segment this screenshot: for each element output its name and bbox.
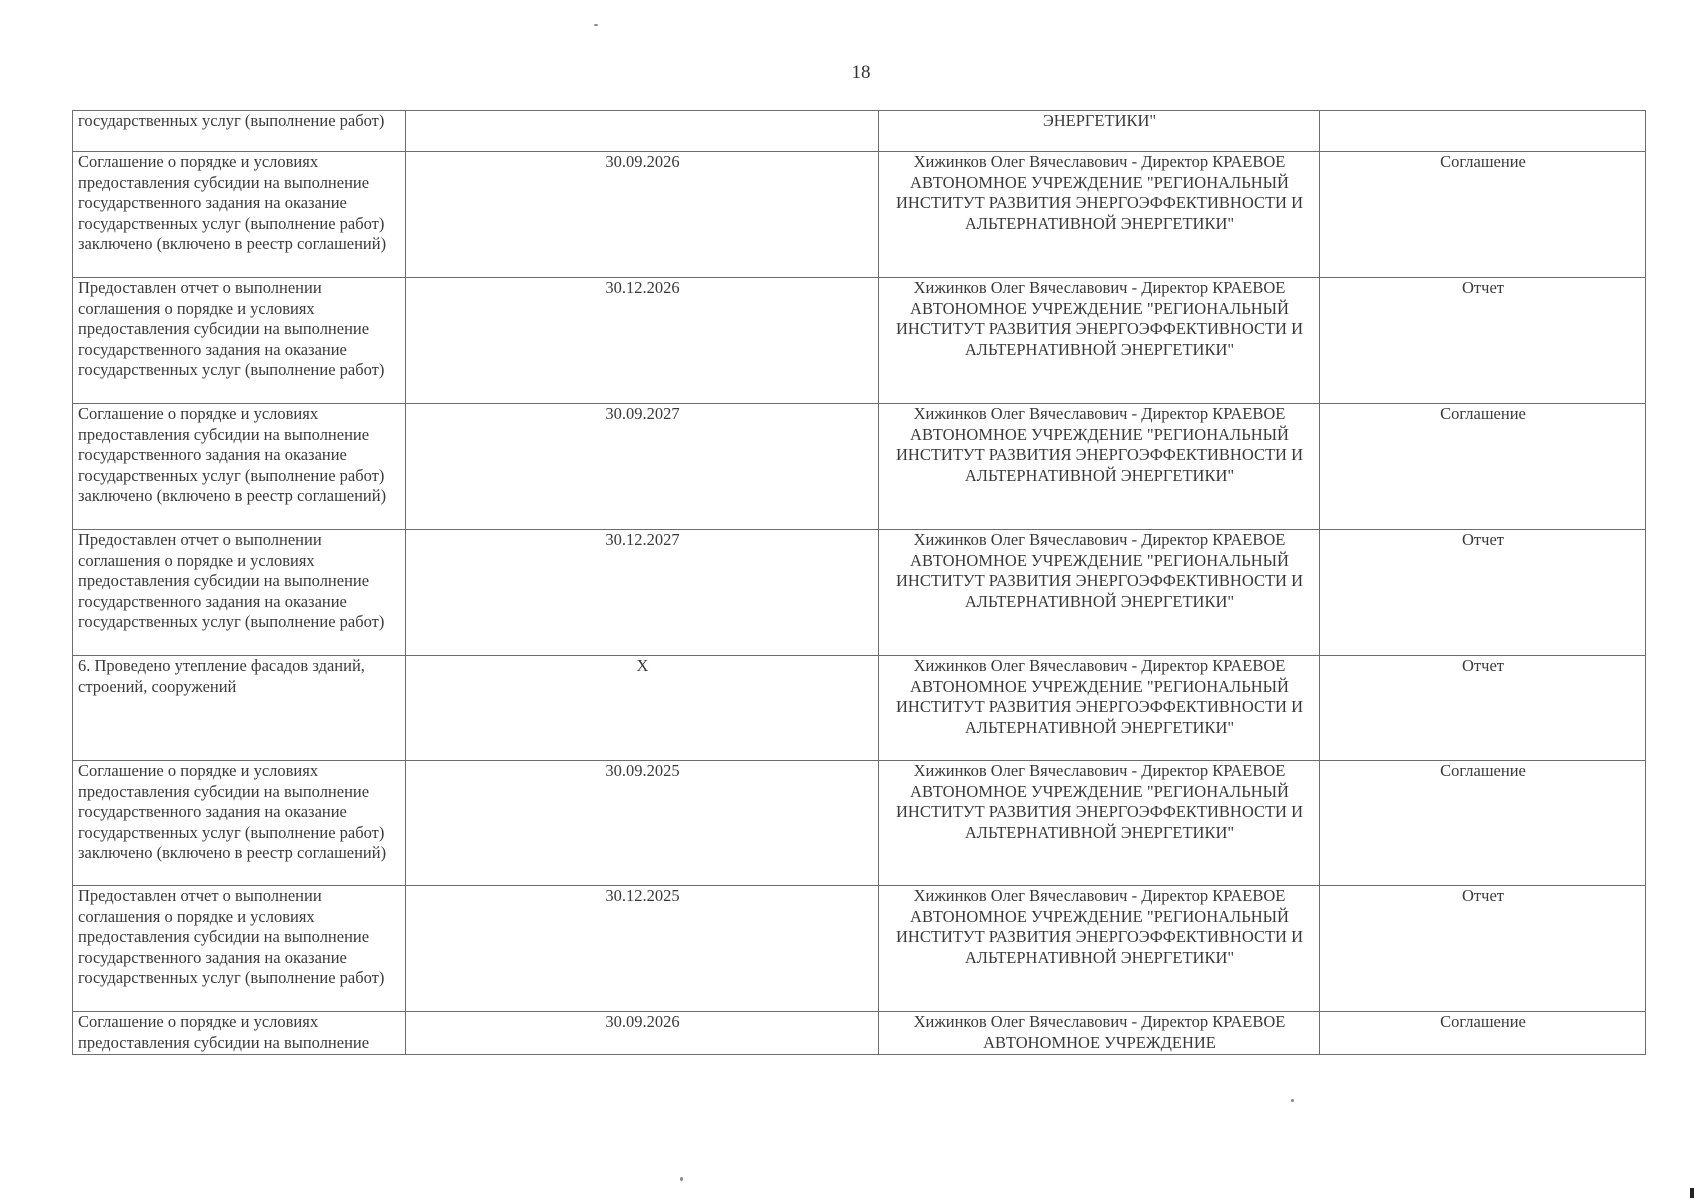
cell-event-name: Соглашение о порядке и условиях предоставления субсидии на выполнение государственного задания на оказание государственных услуг (выполнение работ) заключено (включено в реестр соглашений): [73, 404, 406, 530]
cell-document-type: Отчет: [1320, 656, 1646, 761]
scan-speck: [594, 24, 598, 26]
cell-date: 30.09.2026: [406, 152, 879, 278]
cell-date: 30.09.2026: [406, 1012, 879, 1055]
scan-speck: [1690, 1188, 1694, 1198]
cell-event-name: Предоставлен отчет о выполнении соглашения о порядке и условиях предоставления субсидии на выполнение государственного задания на оказание государственных услуг (выполнение работ): [73, 278, 406, 404]
scan-speck: [1291, 1099, 1294, 1102]
cell-date: 30.12.2026: [406, 278, 879, 404]
schedule-table: [72, 110, 1646, 1055]
cell-responsible: Хижинков Олег Вячеславович - Директор КРАЕВОЕ АВТОНОМНОЕ УЧРЕЖДЕНИЕ "РЕГИОНАЛЬНЫЙ ИНСТИТУТ РАЗВИТИЯ ЭНЕРГОЭФФЕКТИВНОСТИ И АЛЬТЕРНАТИВНОЙ ЭНЕРГЕТИКИ": [879, 404, 1320, 530]
cell-document-type: Соглашение: [1320, 404, 1646, 530]
cell-date: 30.12.2025: [406, 886, 879, 1012]
cell-document-type: Отчет: [1320, 886, 1646, 1012]
cell-responsible: Хижинков Олег Вячеславович - Директор КРАЕВОЕ АВТОНОМНОЕ УЧРЕЖДЕНИЕ "РЕГИОНАЛЬНЫЙ ИНСТИТУТ РАЗВИТИЯ ЭНЕРГОЭФФЕКТИВНОСТИ И АЛЬТЕРНАТИВНОЙ ЭНЕРГЕТИКИ": [879, 886, 1320, 1012]
table-row: [73, 656, 1646, 761]
cell-event-name: Соглашение о порядке и условиях предоставления субсидии на выполнение: [73, 1012, 406, 1055]
cell-document-type: [1320, 111, 1646, 152]
cell-document-type: Соглашение: [1320, 152, 1646, 278]
cell-event-name: государственных услуг (выполнение работ): [73, 111, 406, 152]
cell-date: [406, 111, 879, 152]
cell-responsible: Хижинков Олег Вячеславович - Директор КРАЕВОЕ АВТОНОМНОЕ УЧРЕЖДЕНИЕ "РЕГИОНАЛЬНЫЙ ИНСТИТУТ РАЗВИТИЯ ЭНЕРГОЭФФЕКТИВНОСТИ И АЛЬТЕРНАТИВНОЙ ЭНЕРГЕТИКИ": [879, 761, 1320, 886]
cell-date: 30.09.2027: [406, 404, 879, 530]
scan-speck: [680, 1177, 683, 1181]
cell-responsible: Хижинков Олег Вячеславович - Директор КРАЕВОЕ АВТОНОМНОЕ УЧРЕЖДЕНИЕ "РЕГИОНАЛЬНЫЙ ИНСТИТУТ РАЗВИТИЯ ЭНЕРГОЭФФЕКТИВНОСТИ И АЛЬТЕРНАТИВНОЙ ЭНЕРГЕТИКИ": [879, 530, 1320, 656]
cell-responsible: Хижинков Олег Вячеславович - Директор КРАЕВОЕ АВТОНОМНОЕ УЧРЕЖДЕНИЕ "РЕГИОНАЛЬНЫЙ ИНСТИТУТ РАЗВИТИЯ ЭНЕРГОЭФФЕКТИВНОСТИ И АЛЬТЕРНАТИВНОЙ ЭНЕРГЕТИКИ": [879, 278, 1320, 404]
table-row: [73, 111, 1646, 152]
cell-responsible: ЭНЕРГЕТИКИ": [879, 111, 1320, 152]
cell-event-name: Предоставлен отчет о выполнении соглашения о порядке и условиях предоставления субсидии на выполнение государственного задания на оказание государственных услуг (выполнение работ): [73, 886, 406, 1012]
cell-date: 30.12.2027: [406, 530, 879, 656]
cell-date: 30.09.2025: [406, 761, 879, 886]
cell-event-name: Соглашение о порядке и условиях предоставления субсидии на выполнение государственного задания на оказание государственных услуг (выполнение работ) заключено (включено в реестр соглашений): [73, 761, 406, 886]
cell-responsible: Хижинков Олег Вячеславович - Директор КРАЕВОЕ АВТОНОМНОЕ УЧРЕЖДЕНИЕ: [879, 1012, 1320, 1055]
table-row: [73, 761, 1646, 886]
cell-event-name: Предоставлен отчет о выполнении соглашения о порядке и условиях предоставления субсидии на выполнение государственного задания на оказание государственных услуг (выполнение работ): [73, 530, 406, 656]
cell-responsible: Хижинков Олег Вячеславович - Директор КРАЕВОЕ АВТОНОМНОЕ УЧРЕЖДЕНИЕ "РЕГИОНАЛЬНЫЙ ИНСТИТУТ РАЗВИТИЯ ЭНЕРГОЭФФЕКТИВНОСТИ И АЛЬТЕРНАТИВНОЙ ЭНЕРГЕТИКИ": [879, 152, 1320, 278]
cell-document-type: Отчет: [1320, 530, 1646, 656]
table-row: [73, 278, 1646, 404]
table-row: [73, 152, 1646, 278]
cell-event-name: Соглашение о порядке и условиях предоставления субсидии на выполнение государственного задания на оказание государственных услуг (выполнение работ) заключено (включено в реестр соглашений): [73, 152, 406, 278]
cell-responsible: Хижинков Олег Вячеславович - Директор КРАЕВОЕ АВТОНОМНОЕ УЧРЕЖДЕНИЕ "РЕГИОНАЛЬНЫЙ ИНСТИТУТ РАЗВИТИЯ ЭНЕРГОЭФФЕКТИВНОСТИ И АЛЬТЕРНАТИВНОЙ ЭНЕРГЕТИКИ": [879, 656, 1320, 761]
cell-date: Х: [406, 656, 879, 761]
page-number: 18: [851, 62, 871, 83]
cell-document-type: Соглашение: [1320, 761, 1646, 886]
table-row: [73, 530, 1646, 656]
cell-document-type: Соглашение: [1320, 1012, 1646, 1055]
cell-document-type: Отчет: [1320, 278, 1646, 404]
cell-event-name: 6. Проведено утепление фасадов зданий, строений, сооружений: [73, 656, 406, 761]
table-row: [73, 404, 1646, 530]
table-row: [73, 1012, 1646, 1055]
table-row: [73, 886, 1646, 1012]
